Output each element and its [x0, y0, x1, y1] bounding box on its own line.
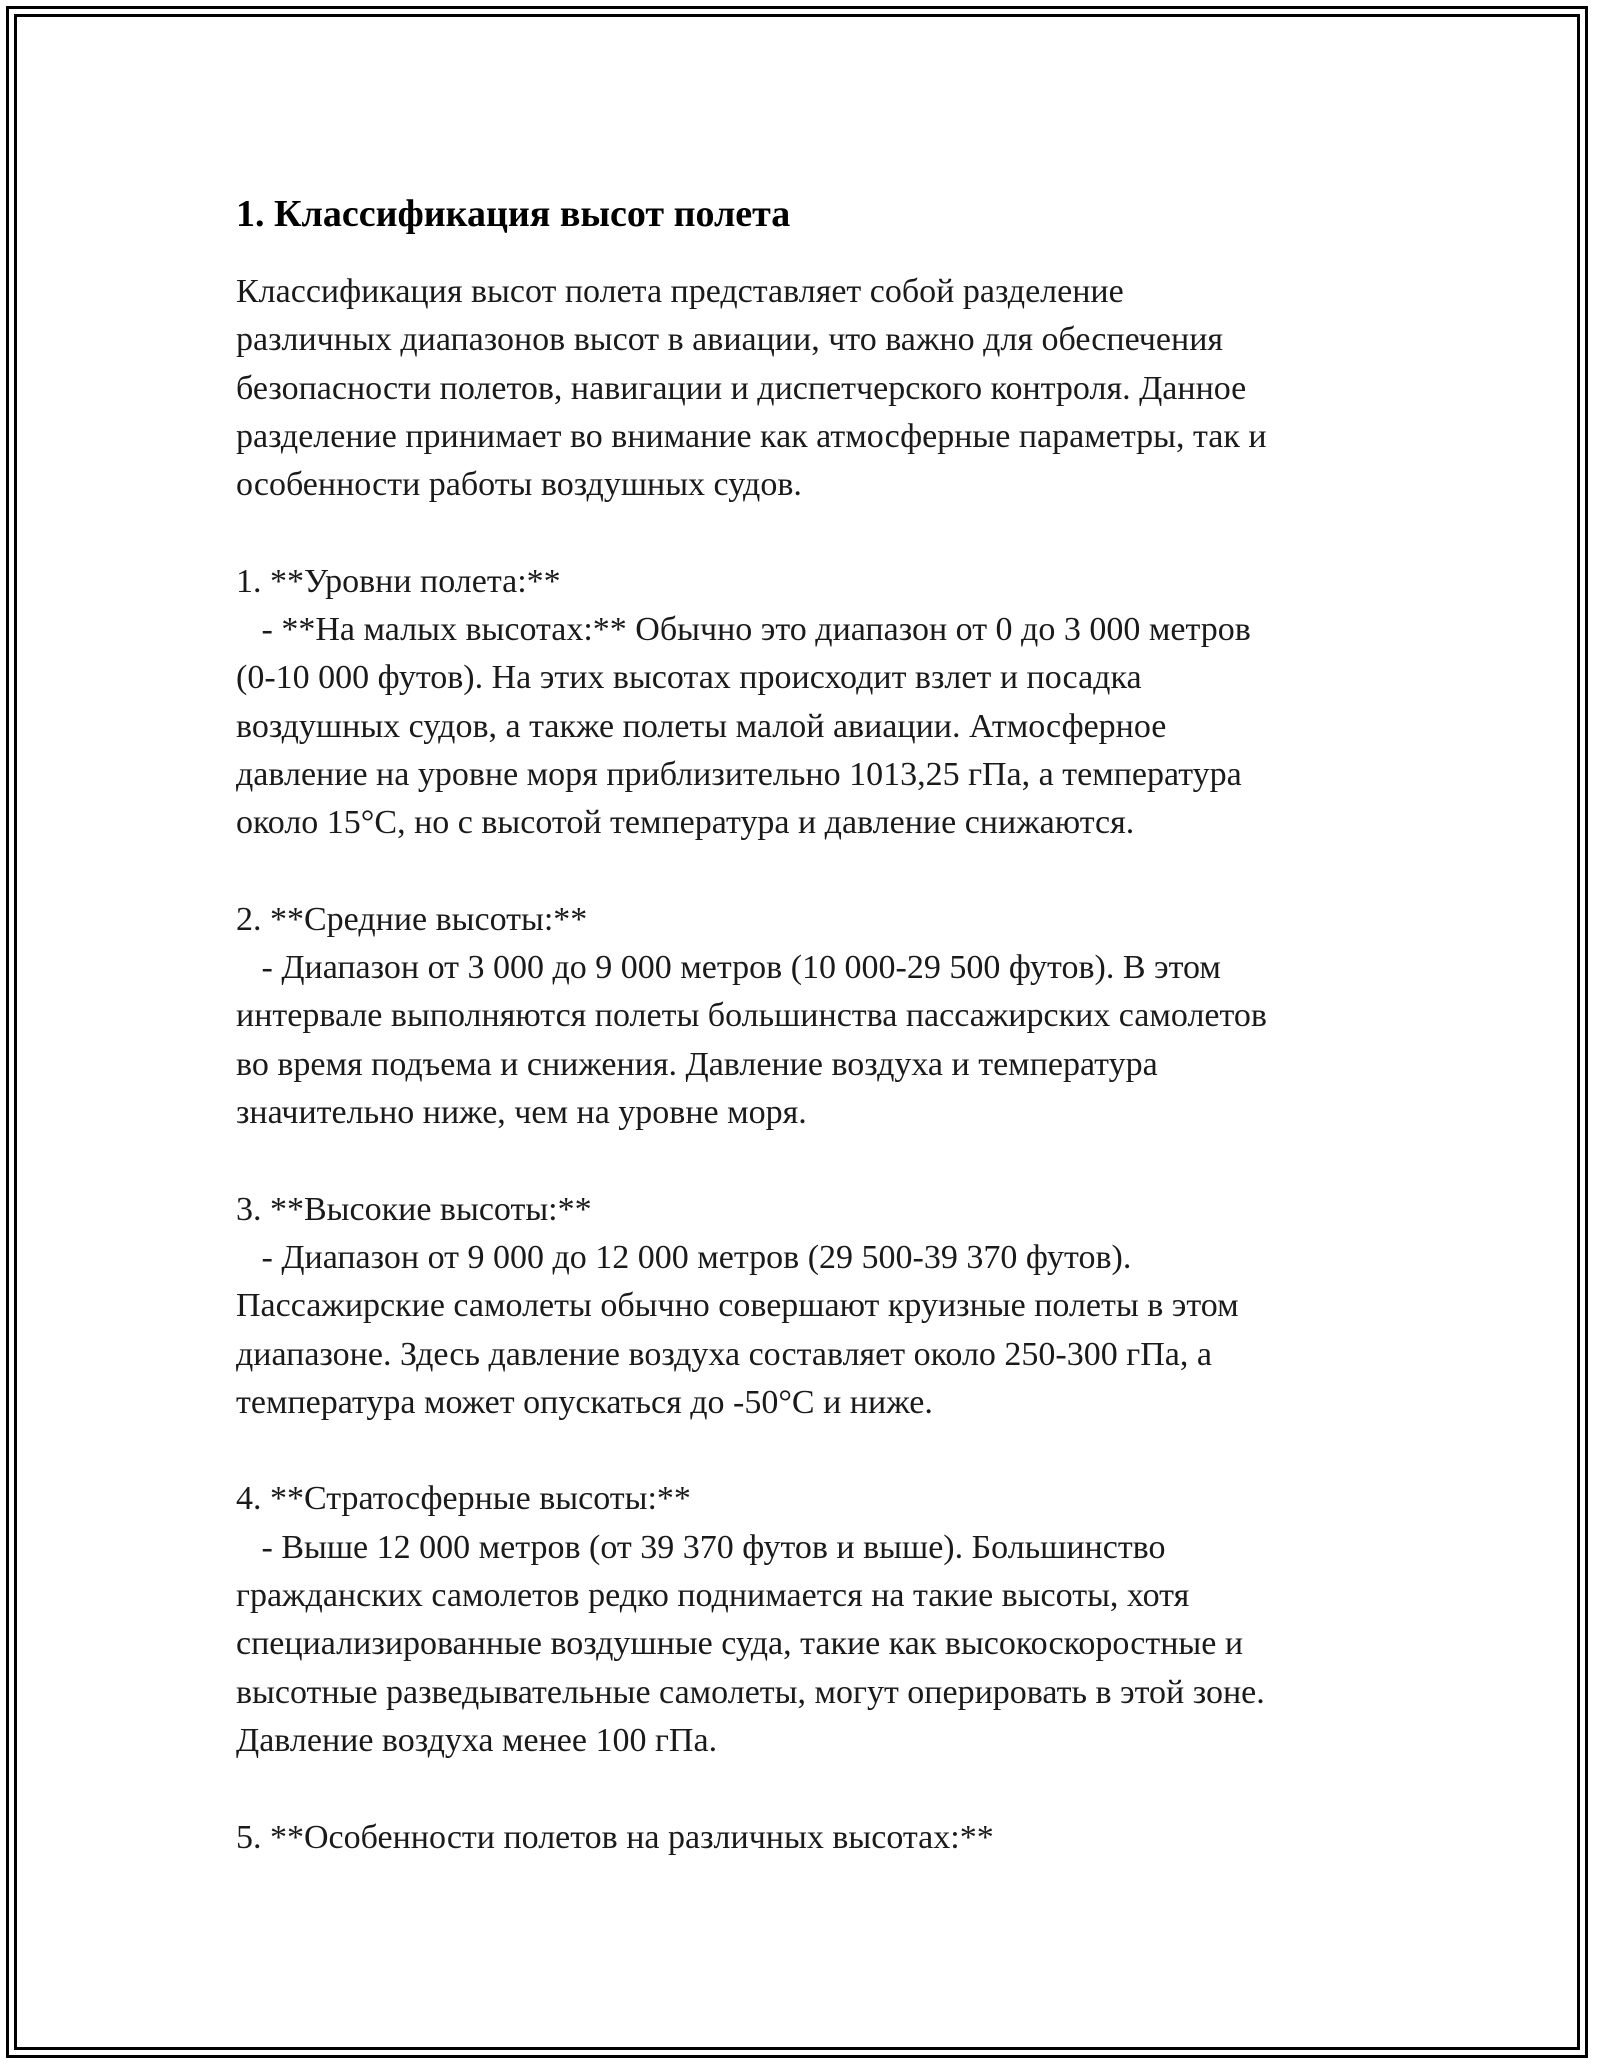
- intro-paragraph: Классификация высот полета представляет собой разделение различных диапазонов высот в авиации, что важно для обеспечения безопасности полетов, навигации и диспетчерского контроля. Данное разделение принимает во внимание как атмосферные параметры, так и особенности работы воздушных судов.: [236, 273, 1267, 504]
- section-heading: 1. **Уровни полета:**: [236, 562, 561, 600]
- section-heading: 4. **Стратосферные высоты:**: [236, 1480, 691, 1518]
- document-body: [236, 268, 1376, 1862]
- section-heading: 2. **Средние высоты:**: [236, 900, 588, 938]
- section-heading: 3. **Высокие высоты:**: [236, 1190, 592, 1228]
- section-text: - Диапазон от 9 000 до 12 000 метров (29 500-39 370 футов). Пассажирские самолеты обычно совершают круизные полеты в этом диапазоне. Здесь давление воздуха составляет около 250-300 гПа, а температура может опускаться до -50°C и ниже.: [236, 1238, 1239, 1421]
- section-heading: 5. **Особенности полетов на различных высотах:**: [236, 1818, 994, 1856]
- document-page: [236, 188, 1376, 1862]
- section-text: - **На малых высотах:** Обычно это диапазон от 0 до 3 000 метров (0-10 000 футов). На этих высотах происходит взлет и посадка воздушных судов, а также полеты малой авиации. Атмосферное давление на уровне моря приблизительно 1013,25 гПа, а температура около 15°C, но с высотой температура и давление снижаются.: [236, 611, 1251, 842]
- page-title: 1. Классификация высот полета: [236, 193, 791, 235]
- section-text: - Выше 12 000 метров (от 39 370 футов и выше). Большинство гражданских самолетов редко поднимается на такие высоты, хотя специализированные воздушные суда, такие как высокоскоростные и высотные разведывательные самолеты, могут оперировать в этой зоне. Давление воздуха менее 100 гПа.: [236, 1528, 1265, 1759]
- section-text: - Диапазон от 3 000 до 9 000 метров (10 000-29 500 футов). В этом интервале выполняются полеты большинства пассажирских самолетов во время подъема и снижения. Давление воздуха и температура значительно ниже, чем на уровне моря.: [236, 949, 1267, 1132]
